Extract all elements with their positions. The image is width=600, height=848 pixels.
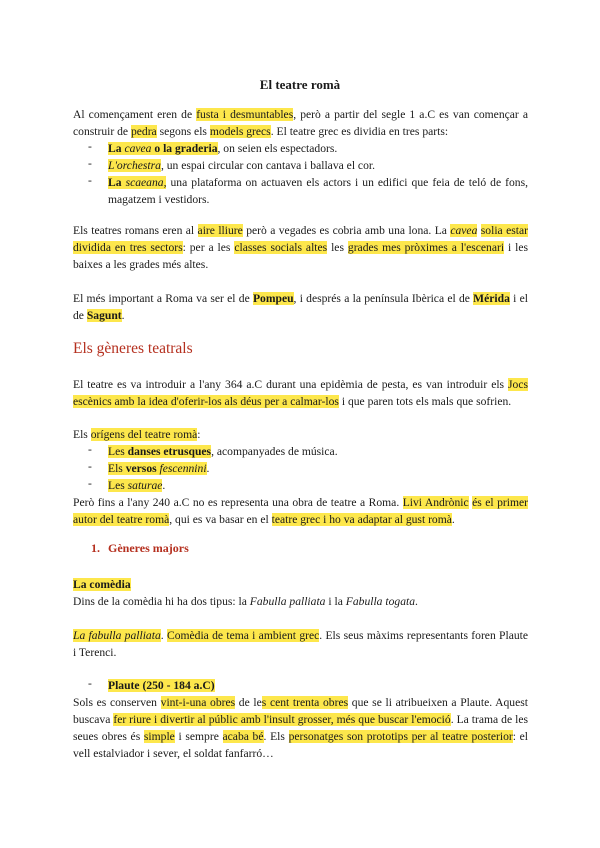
- document-page: El teatre romà Al començament eren de fusta i desmuntables, però a partir del segle 1 a.C es van començar a construir de pedra segons els models grecs. El teatre grec es dividia en tres parts: - La cavea o la graderia, on seien els espectadors. - L'orchestra, un espai circular con cantava i ballava el cor. - La scaeana, una plataforma on actuaven els actors i un edifici que feia de teló de fons, magatzem i vestidors. Els teatres romans eren al aire lliure però a vegades es cobria amb una lona. La cavea solia estar dividida en tres sectors: per a les classes socials altes les grades mes pròximes a l'escenari i les baixes a les grades més altes. El més important a Roma va ser el de Pompeu, i després a la península Ibèrica el de Mérida i el de Sagunt. Els gèneres teatrals El teatre es va introduir a l'any 364 a.C durant una epidèmia de pesta, es van introduir els Jocs escènics amb la idea d'oferir-los als déus per a calmar-los i que paren tots els mals que sofrien. Els orígens del teatre romà: - Les danses etrusques, acompanyades de música. - Els versos fescennini. - Les saturae. Però fins a l'any 240 a.C no es representa una obra de teatre a Roma. Livi Andrònic és el primer autor del teatre romà, qui es va basar en el teatre grec i ho va adaptar al gust romà. 1. Gèneres majors La comèdia Dins de la comèdia hi ha dos tipus: la Fabulla palliata i la Fabulla togata. La fabulla palliata. Comèdia de tema i ambient grec. Els seus màxims representants foren Plaute i Terenci. - Plaute (250 - 184 a.C) Sols es conserven vint-i-una obres de les cent trenta obres que se li atribueixen a Plaute. Aquest buscava fer riure i divertir al públic amb l'insult grosser, més que buscar l'emoció. La trama de les seues obres és simple i sempre acaba bé. Els personatges son prototips per al teatre posterior: el vell estalviador i sever, el soldat fanfarró…: [0, 0, 600, 848]
- intro-paragraph: Al començament eren de fusta i desmuntables, però a partir del segle 1 a.C es van començar a construir de pedra segons els models grecs. El teatre grec es dividia en tres parts:: [73, 108, 528, 138]
- paragraph: Els orígens del teatre romà:: [73, 428, 201, 441]
- comedia-heading: La comèdia: [73, 578, 131, 591]
- paragraph: Els teatres romans eren al aire lliure però a vegades es cobria amb una lona. La cavea solia estar dividida en tres sectors: per a les classes socials altes les grades mes pròximes a l'escenari i les baixes a les grades més altes.: [73, 224, 528, 271]
- paragraph: Sols es conserven vint-i-una obres de les cent trenta obres que se li atribueixen a Plaute. Aquest buscava fer riure i divertir al públic amb l'insult grosser, més que buscar l'emoció. La trama de les seues obres és simple i sempre acaba bé. Els personatges son prototips per al teatre posterior: el vell estalviador i sever, el soldat fanfarró…: [73, 696, 529, 760]
- section-heading: Els gèneres teatrals: [73, 340, 193, 357]
- paragraph: El més important a Roma va ser el de Pompeu, i després a la península Ibèrica el de Mérida i el de Sagunt.: [73, 292, 528, 322]
- paragraph: Dins de la comèdia hi ha dos tipus: la Fabulla palliata i la Fabulla togata.: [73, 595, 418, 608]
- paragraph: Però fins a l'any 240 a.C no es representa una obra de teatre a Roma. Livi Andrònic és el primer autor del teatre romà, qui es va basar en el teatre grec i ho va adaptar al gust romà.: [73, 496, 528, 526]
- paragraph: El teatre es va introduir a l'any 364 a.C durant una epidèmia de pesta, es van introduir els Jocs escènics amb la idea d'oferir-los als déus per a calmar-los i que paren tots els mals que sofrien.: [73, 378, 528, 408]
- paragraph: La fabulla palliata. Comèdia de tema i ambient grec. Els seus màxims representants foren Plaute i Terenci.: [73, 629, 529, 659]
- page-title: El teatre romà: [259, 77, 341, 92]
- subheading: 1. Gèneres majors: [91, 541, 189, 555]
